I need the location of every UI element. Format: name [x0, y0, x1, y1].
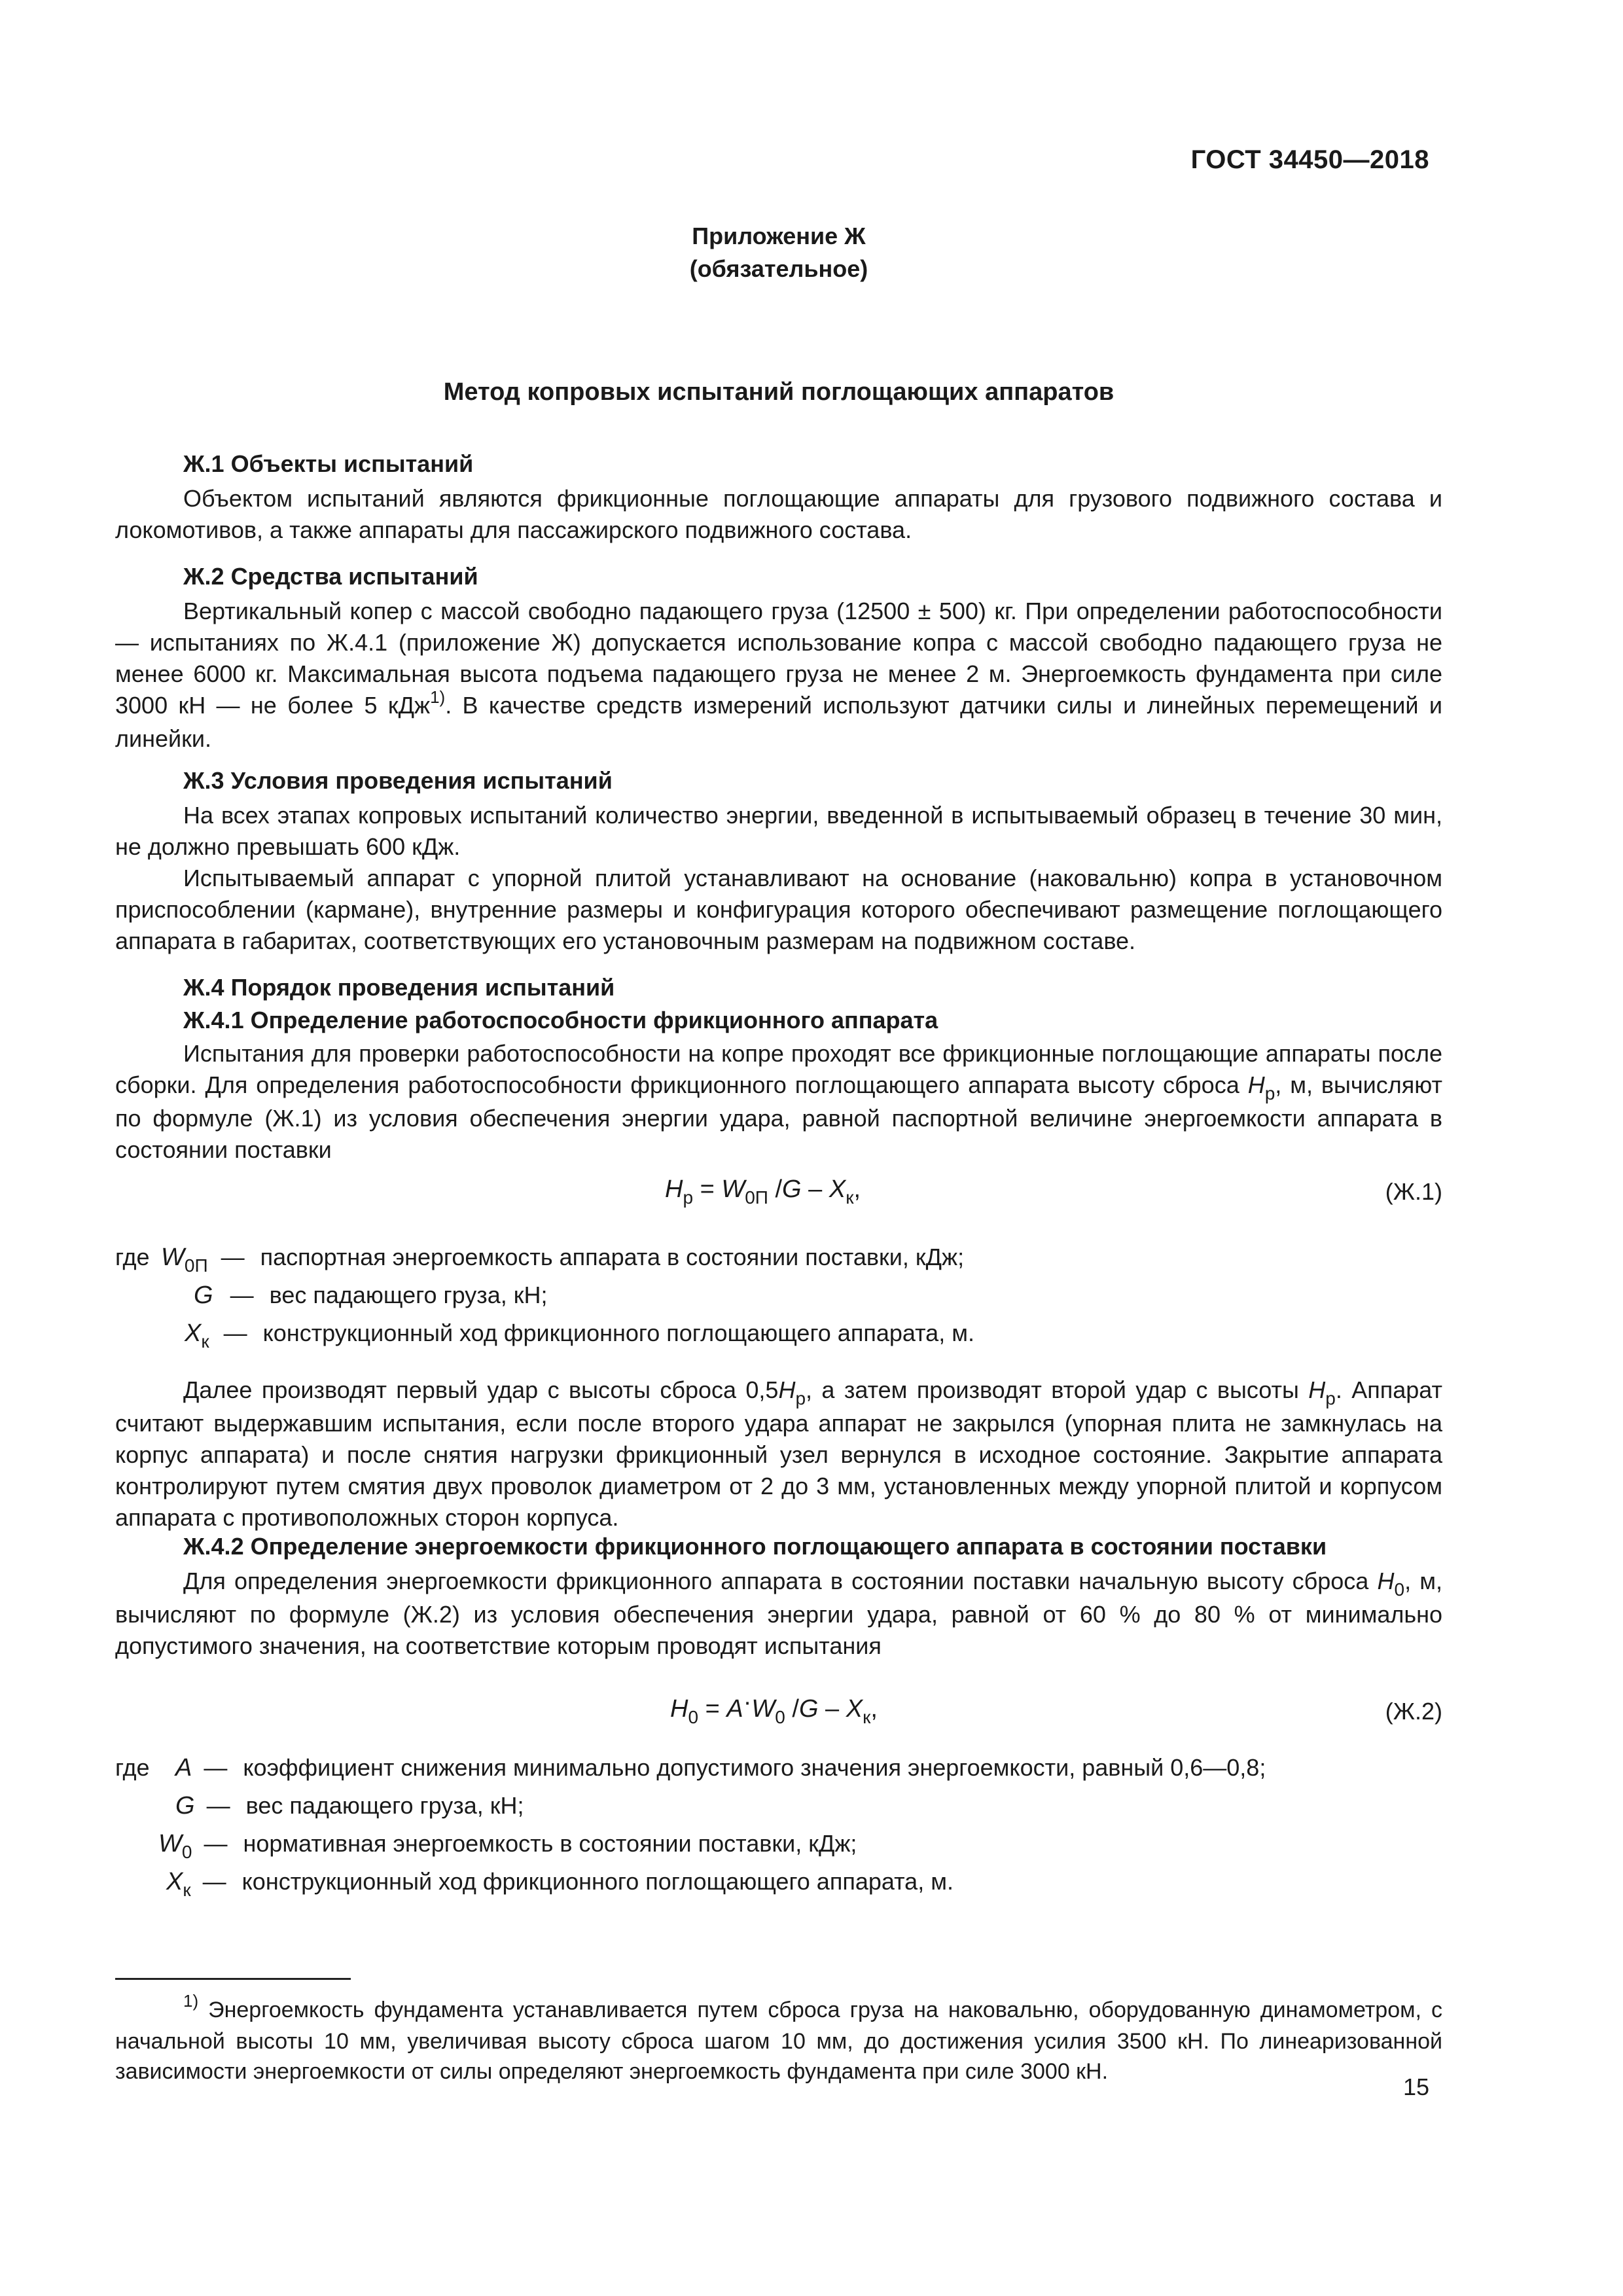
- subscript: р: [795, 1388, 806, 1408]
- footnote-text: Энергоемкость фундамента устанавливается путем сброса груза на наковальню, оборудованную динамометром, с начальной высоты 10 мм, увеличивая высоту сброса шагом 10 мм, до достижения усилия 3500 кН. По линеаризованной зависимости энергоемкости от силы определяют энергоемкость фундамента при силе 3000 кН.: [115, 1998, 1442, 2084]
- definition-item: A — коэффициент снижения минимально допустимого значения энергоемкости, равный 0,6—0,8;: [175, 1754, 1266, 1782]
- appendix-status: (обязательное): [689, 255, 868, 282]
- paragraph: [115, 596, 1442, 755]
- equation-number: (Ж.1): [1385, 1178, 1442, 1205]
- paragraph-text: , м, вычисляют по формуле (Ж.2) из условия обеспечения энергии удара, равной от 60 % до 80 % от минимально допустимого значения, на соответствие которым проводят испытания: [115, 1568, 1442, 1659]
- paragraph-text: Испытываемый аппарат с упорной плитой устанавливают на основание (наковальню) копра в установочном приспособлении (кармане), внутренние размеры и конфигурация которого обеспечивают размещение поглощающего аппарата в габаритах, соответствующих его установочным размерам на подвижном составе.: [115, 865, 1442, 954]
- subscript: 0: [1394, 1579, 1405, 1600]
- paragraph-text: Испытания для проверки работоспособности на копре проходят все фрикционные поглощающие аппараты после сборки. Для определения работоспособности фрикционного поглощающего аппарата высоту сброса: [115, 1040, 1442, 1098]
- paragraph-text: Объектом испытаний являются фрикционные поглощающие аппараты для грузового подвижного состава и локомотивов, а также аппараты для пассажирского подвижного состава.: [115, 485, 1442, 543]
- paragraph: [115, 1038, 1442, 1166]
- paragraph-text: , м, вычисляют по формуле (Ж.1) из условия обеспечения энергии удара, равной паспортной величине энергоемкости аппарата в состоянии поставки: [115, 1071, 1442, 1163]
- definitions-list: [115, 1754, 1442, 1911]
- paragraph: [115, 1566, 1442, 1662]
- paragraph: [115, 800, 1442, 957]
- section-heading: Ж.3 Условия проведения испытаний: [183, 767, 613, 794]
- standard-header: ГОСТ 34450—2018: [1190, 145, 1429, 174]
- page-number: 15: [1402, 2073, 1429, 2100]
- definition-item: $X_к$ — конструкционный ход фрикционного поглощающего аппарата, м.: [185, 1319, 974, 1352]
- paragraph-text: Далее производят первый удар с высоты сброса 0,5: [183, 1376, 779, 1403]
- footnote-mark: 1): [183, 1991, 199, 2011]
- definition-item: G — вес падающего груза, кН;: [194, 1282, 548, 1309]
- formula-j1: $H_р = W_{0П}$ $/G - X_к$,: [665, 1175, 861, 1208]
- appendix-title: Приложение Ж: [692, 223, 866, 249]
- footnote: [115, 1991, 1442, 2087]
- footnote-separator: [115, 1978, 351, 1980]
- subsection-heading: Ж.4.1 Определение работоспособности фрикционного аппарата: [183, 1007, 938, 1033]
- footnote-ref[interactable]: 1): [430, 687, 446, 707]
- subscript: р: [1264, 1083, 1275, 1103]
- main-title: Метод копровых испытаний поглощающих аппаратов: [443, 378, 1115, 406]
- paragraph-text: , а затем производят второй удар с высоты: [806, 1376, 1309, 1403]
- paragraph-text: На всех этапах копровых испытаний количество энергии, введенной в испытываемый образец в течение 30 мин, не должно превышать 600 кДж.: [115, 802, 1442, 860]
- definition-item: $W_{0П}$ — паспортная энергоемкость аппарата в состоянии поставки, кДж;: [161, 1244, 965, 1276]
- paragraph: [115, 1374, 1442, 1534]
- section-heading: Ж.2 Средства испытаний: [183, 563, 478, 590]
- definition-item: G — вес падающего груза, кН;: [175, 1792, 524, 1820]
- definition-item: $X_к$ — конструкционный ход фрикционного поглощающего аппарата, м.: [166, 1868, 954, 1900]
- equation-number: (Ж.2): [1385, 1698, 1442, 1725]
- paragraph-text: . В качестве средств измерений используют датчики силы и линейных перемещений и линейки.: [115, 692, 1442, 752]
- symbol: H: [1377, 1568, 1395, 1594]
- subscript: р: [1325, 1388, 1336, 1408]
- definition-item: $W_0$ — нормативная энергоемкость в состоянии поставки, кДж;: [158, 1830, 857, 1862]
- paragraph-text: Вертикальный копер с массой свободно падающего груза (12500 ± 500) кг. При определении работоспособности — испытаниях по Ж.4.1 (приложение Ж) допускается использование копра с массой свободно падающего груза не менее 6000 кг. Максимальная высота подъема падающего груза не менее 2 м. Энергоемкость фундамента при силе 3000 кН — не более 5 кДж: [115, 598, 1442, 719]
- paragraph-text: . Аппарат считают выдержавшим испытания, если после второго удара аппарат не закрылся (упорная плита не замкнулась на корпус аппарата) и после снятия нагрузки фрикционный узел вернулся в исходное состояние. Закрытие аппарата контролируют путем смятия двух проволок диаметром от 2 до 3 мм, установленных между упорной плитой и корпусом аппарата с противоположных сторон корпуса.: [115, 1376, 1443, 1531]
- symbol: H: [778, 1376, 796, 1403]
- section-heading: Ж.1 Объекты испытаний: [183, 450, 474, 477]
- section-heading: Ж.4 Порядок проведения испытаний: [183, 974, 615, 1001]
- where-label: где: [115, 1754, 150, 1781]
- symbol: H: [1247, 1071, 1265, 1098]
- where-label: где: [115, 1244, 150, 1270]
- definitions-list: [115, 1244, 1442, 1361]
- paragraph-text: Для определения энергоемкости фрикционного аппарата в состоянии поставки начальную высоту сброса: [183, 1568, 1378, 1594]
- formula-j2: $H_0 = A\cdot W_0$ $/G - X_к$,: [670, 1689, 878, 1727]
- subsection-heading: Ж.4.2 Определение энергоемкости фрикционного поглощающего аппарата в состоянии поставки: [183, 1533, 1327, 1560]
- symbol: H: [1308, 1376, 1326, 1403]
- paragraph: [115, 483, 1442, 546]
